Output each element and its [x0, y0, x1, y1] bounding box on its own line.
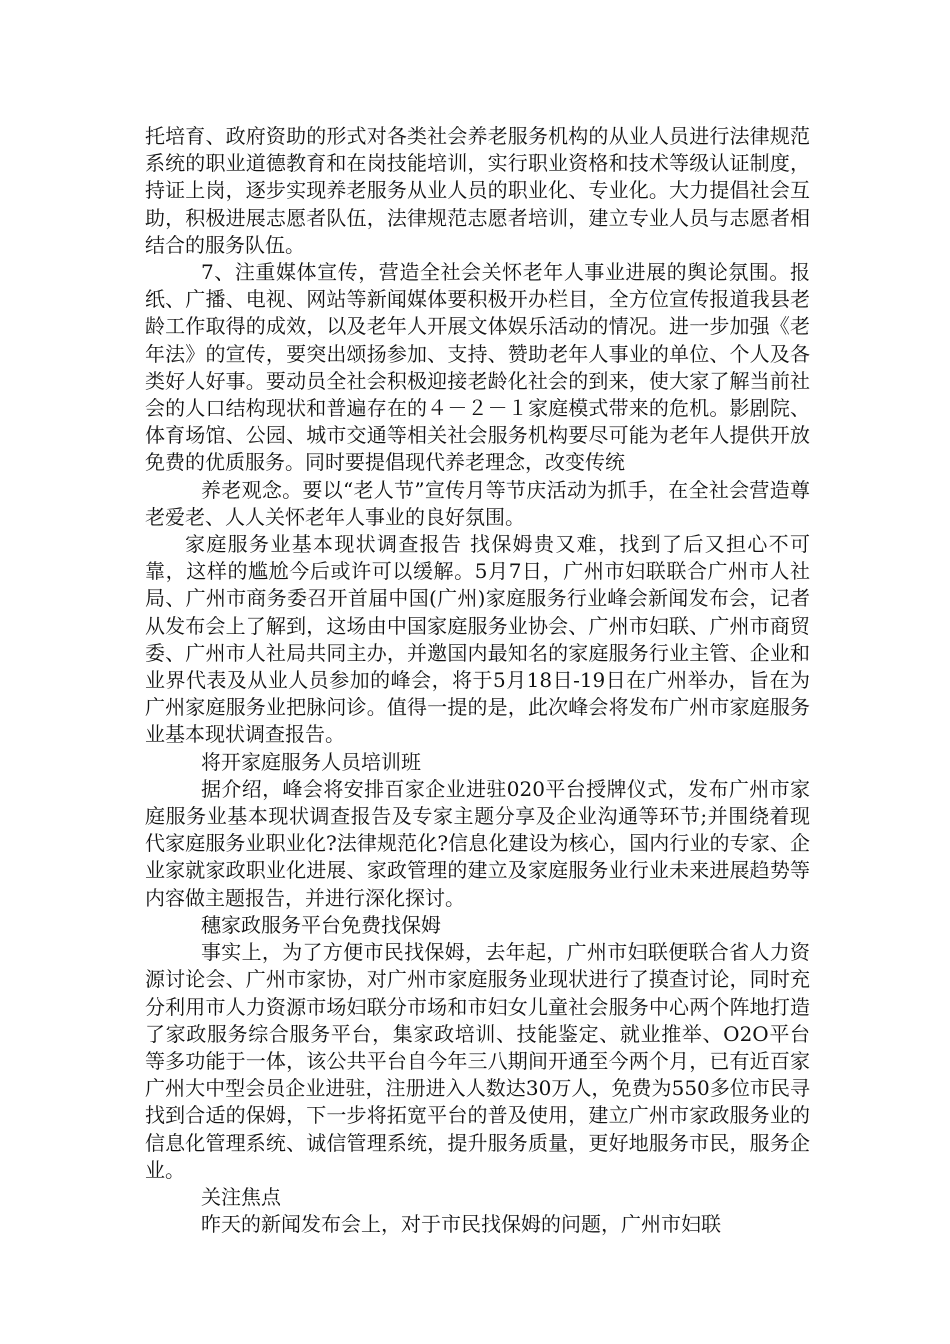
- paragraph-press-conference: 昨天的新闻发布会上，对于市民找保姆的问题，广州市妇联: [201, 1212, 721, 1237]
- paragraph-summit-intro: 据介绍，峰会将安排百家企业进驻020平台授牌仪式，发布广州市家庭服务业基本现状调查报告及专家主题分享及企业沟通等环节;并围绕着现代家庭服务业职业化?法律规范化?信息化建设为核心，国内行业的专家、企业家就家政职业化进展、家政管理的建立及家庭服务业行业未来进展趋势等内容做主题报告，并进行深化探讨。: [145, 776, 810, 910]
- document-body: [145, 123, 810, 1238]
- paragraph-training: 托培育、政府资助的形式对各类社会养老服务机构的从业人员进行法律规范系统的职业道德教育和在岗技能培训，实行职业资格和技术等级认证制度，持证上岗，逐步实现养老服务从业人员的职业化、专业化。大力提倡社会互助，积极进展志愿者队伍，法律规范志愿者培训，建立专业人员与志愿者相结合的服务队伍。: [145, 124, 810, 257]
- section-heading-focus: 关注焦点: [201, 1184, 281, 1209]
- section-heading-training-class: 将开家庭服务人员培训班: [201, 749, 421, 774]
- paragraph-platform-details: 事实上，为了方便市民找保姆，去年起，广州市妇联便联合省人力资源讨论会、广州市家协，对广州市家庭服务业现状进行了摸查讨论，同时充分利用市人力资源市场妇联分市场和市妇女儿童社会服务中心两个阵地打造了家政服务综合服务平台，集家政培训、技能鉴定、就业推举、O2O平台等多功能于一体，该公共平台自今年三八期间开通至今两个月，已有近百家广州大中型会员企业进驻，注册进入人数达30万人，免费为550多位市民寻找到合适的保姆，下一步将拓宽平台的普及使用，建立广州市家政服务业的信息化管理系统、诚信管理系统，提升服务质量，更好地服务市民，服务企业。: [145, 940, 810, 1182]
- paragraph-media-publicity: 7、注重媒体宣传，营造全社会关怀老年人事业进展的舆论氛围。报纸、广播、电视、网站等新闻媒体要积极开办栏目，全方位宣传报道我县老龄工作取得的成效，以及老年人开展文体娱乐活动的情况。进一步加强《老年法》的宣传，要突出颂扬参加、支持、赞助老年人事业的单位、个人及各类好人好事。要动员全社会积极迎接老龄化社会的到来，使大家了解当前社会的人口结构现状和普遍存在的４－２－１家庭模式带来的危机。影剧院、体育场馆、公园、城市交通等相关社会服务机构要尽可能为老年人提供开放免费的优质服务。同时要提倡现代养老理念，改变传统: [145, 260, 810, 475]
- section-heading-platform: 穗家政服务平台免费找保姆: [201, 912, 441, 937]
- paragraph-survey-report: 家庭服务业基本现状调查报告 找保姆贵又难，找到了后又担心不可靠，这样的尴尬今后或许可以缓解。5月7日，广州市妇联联合广州市人社局、广州市商务委召开首届中国(广州)家庭服务行业峰会新闻发布会，记者从发布会上了解到，这场由中国家庭服务业协会、广州市妇联、广州市商贸委、广州市人社局共同主办，并邀国内最知名的家庭服务行业主管、企业和业界代表及从业人员参加的峰会，将于5月18日-19日在广州举办，旨在为广州家庭服务业把脉问诊。值得一提的是，此次峰会将发布广州市家庭服务业基本现状调查报告。: [145, 532, 810, 747]
- paragraph-elderly-concept: 养老观念。要以“老人节”宣传月等节庆活动为抓手，在全社会营造尊老爱老、人人关怀老年人事业的良好氛围。: [145, 477, 810, 529]
